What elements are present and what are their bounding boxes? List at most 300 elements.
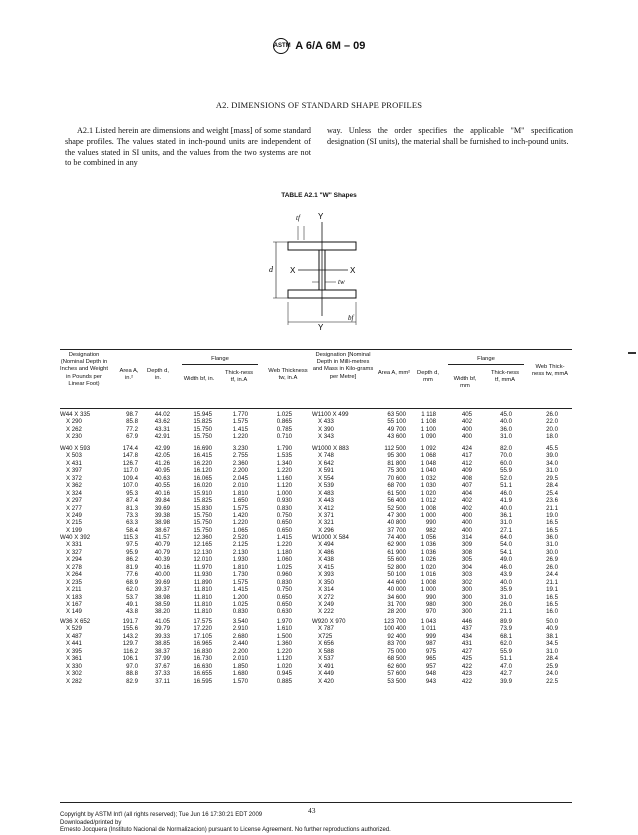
table-cell: 1.535 — [276, 452, 292, 460]
table-cell: 26.9 — [546, 556, 558, 564]
col-header-width-in: Width bf, in. — [183, 376, 215, 382]
table-cell: X 537 — [318, 655, 334, 663]
table-cell: 1.025 — [276, 411, 292, 418]
table-cell: 412 — [461, 459, 472, 467]
table-cell: W44 X 335 — [60, 411, 91, 418]
table-cell: 64.0 — [500, 534, 512, 541]
table-cell: W36 X 652 — [60, 618, 91, 625]
table-cell: X 249 — [318, 600, 334, 608]
table-cell: 109.4 — [122, 474, 138, 482]
table-cell: 112 500 — [384, 445, 406, 452]
table-cell: 40.55 — [154, 482, 170, 490]
table-cell: 409 — [461, 467, 472, 475]
table-caption: TABLE A2.1 "W" Shapes — [281, 192, 357, 199]
table-cell: 82.9 — [126, 677, 138, 685]
column-web-si — [536, 411, 558, 441]
table-cell: 16.5 — [546, 519, 558, 527]
table-cell: 15.825 — [193, 497, 212, 505]
table-cell: 45.0 — [500, 411, 512, 418]
table-cell: X 420 — [318, 677, 334, 685]
table-cell: 45.5 — [546, 445, 558, 452]
document-header — [0, 38, 638, 54]
table-cell: 49.1 — [126, 600, 138, 608]
table-cell: X 199 — [66, 526, 82, 534]
table-cell: 1 048 — [420, 459, 436, 467]
table-cell: 990 — [425, 519, 436, 527]
table-cell: 1 020 — [420, 563, 436, 571]
table-cell: 408 — [461, 474, 472, 482]
table-cell: 1.680 — [232, 670, 248, 678]
column-thickness-in — [222, 411, 248, 441]
table-cell: 40.00 — [154, 571, 170, 579]
table-cell: 39.79 — [154, 625, 170, 633]
table-cell: 1.610 — [276, 625, 292, 633]
table-cell: 36.0 — [546, 534, 558, 541]
tf-label: tf — [296, 214, 300, 222]
table-cell: 11.810 — [193, 586, 212, 594]
table-cell: 0.830 — [276, 504, 292, 512]
table-cell: 51.1 — [500, 482, 512, 490]
table-cell: X 290 — [66, 418, 82, 426]
table-cell: X725 — [318, 632, 333, 640]
column-thickness-si — [490, 618, 512, 685]
table-cell: 41.05 — [154, 618, 170, 625]
table-cell: 43 600 — [387, 433, 406, 441]
table-cell: X 554 — [318, 474, 334, 482]
table-cell: 1.200 — [232, 593, 248, 601]
table-cell: 0.750 — [276, 511, 292, 519]
table-cell: 1.575 — [232, 418, 248, 426]
table-cell: 304 — [461, 563, 472, 571]
table-cell: 95.9 — [126, 548, 138, 556]
table-cell: X 278 — [66, 563, 82, 571]
table-cell: 73.9 — [500, 625, 512, 633]
table-cell: X 390 — [318, 425, 334, 433]
table-cell: 11.930 — [193, 571, 212, 579]
table-cell: 1.650 — [232, 497, 248, 505]
col-header-designation-si: Designation [Nominal Depth in Milli-metres and Mass in Kilo-grams per Metre] — [312, 352, 374, 380]
table-cell: 16.415 — [193, 452, 212, 460]
table-cell: 0.960 — [276, 571, 292, 579]
table-cell: 16.065 — [193, 474, 212, 482]
table-cell: 2.910 — [232, 625, 248, 633]
table-cell: 39.33 — [154, 632, 170, 640]
column-designation-si — [312, 534, 374, 616]
table-cell: 97.5 — [126, 541, 138, 549]
table-cell: 38.67 — [154, 526, 170, 534]
table-cell: 55.9 — [500, 467, 512, 475]
w-shape-diagram — [268, 204, 378, 332]
table-cell: 106.1 — [122, 655, 138, 663]
table-cell: 1.500 — [276, 632, 292, 640]
table-cell: 17.105 — [193, 632, 212, 640]
table-cell: 1 020 — [420, 489, 436, 497]
table-cell: 400 — [461, 433, 472, 441]
table-cell: X 362 — [66, 482, 82, 490]
table-cell: X 371 — [318, 511, 334, 519]
table-cell: X 230 — [66, 433, 82, 441]
table-cell: 431 — [461, 640, 472, 648]
table-cell: X 149 — [66, 608, 82, 616]
y-top-label: Y — [318, 212, 324, 221]
table-cell: 67.9 — [126, 433, 138, 441]
column-web-in — [266, 618, 292, 685]
table-cell: 40.95 — [154, 467, 170, 475]
table-cell: 1 040 — [420, 467, 436, 475]
table-cell: 11.970 — [193, 563, 212, 571]
footer-downloaded: Downloaded/printed by — [60, 819, 122, 826]
col-header-thickness-si: Thick-ness tf, mmA — [490, 370, 520, 384]
table-cell: 1 008 — [420, 578, 436, 586]
column-width-in — [182, 445, 212, 534]
table-cell: X 503 — [66, 452, 82, 460]
table-cell: 55 100 — [387, 418, 406, 426]
table-cell: W1000 X 883 — [312, 445, 349, 452]
table-cell: X 215 — [66, 519, 82, 527]
table-cell: 41.26 — [154, 459, 170, 467]
table-cell: 46.0 — [500, 489, 512, 497]
table-cell: 1 068 — [420, 452, 436, 460]
table-cell: X 539 — [318, 482, 334, 490]
table-cell: 1.120 — [276, 655, 292, 663]
table-cell: 0.650 — [276, 519, 292, 527]
table-cell: 1 043 — [420, 618, 436, 625]
table-cell: 400 — [461, 425, 472, 433]
table-cell: 405 — [461, 411, 472, 418]
table-cell: 18.0 — [546, 433, 558, 441]
table-cell: 400 — [461, 519, 472, 527]
table-cell: 1.220 — [276, 541, 292, 549]
table-cell: 300 — [461, 586, 472, 594]
col-header-depth-in: Depth d, in. — [147, 368, 169, 382]
table-cell: 404 — [461, 489, 472, 497]
table-cell: W1100 X 499 — [312, 411, 349, 418]
table-cell: 2.680 — [232, 632, 248, 640]
table-cell: W40 X 593 — [60, 445, 91, 452]
column-area-si — [376, 534, 406, 616]
section-title: A2. DIMENSIONS OF STANDARD SHAPE PROFILES — [215, 100, 423, 110]
column-thickness-in — [222, 618, 248, 685]
table-cell: X 748 — [318, 452, 334, 460]
table-cell: X 331 — [66, 541, 82, 549]
table-cell: 12.360 — [193, 534, 212, 541]
table-cell: 83 700 — [387, 640, 406, 648]
table-cell: 400 — [461, 526, 472, 534]
table-cell: 147.8 — [122, 452, 138, 460]
table-cell: 1.930 — [232, 556, 248, 564]
table-cell: 21.1 — [546, 578, 558, 586]
table-cell: 39.37 — [154, 586, 170, 594]
column-thickness-in — [222, 445, 248, 534]
table-cell: 1.575 — [232, 504, 248, 512]
column-width-si — [452, 445, 472, 534]
table-cell: 982 — [425, 526, 436, 534]
table-cell: 309 — [461, 541, 472, 549]
table-cell: 1 100 — [420, 425, 436, 433]
table-cell: 15.750 — [193, 433, 212, 441]
table-cell: 117.0 — [123, 467, 138, 475]
table-cell: 43.31 — [154, 425, 170, 433]
table-cell: 82.0 — [500, 445, 512, 452]
footer-license: Ernesto Jocquera (Instituto Nacional de Normalizacion) pursuant to License Agreement. No further reproductions authorized. — [60, 827, 391, 833]
table-cell: 0.830 — [276, 578, 292, 586]
table-cell: 3.230 — [232, 445, 248, 452]
table-cell: 55.9 — [500, 647, 512, 655]
column-area-in — [112, 411, 138, 441]
table-cell: 89.9 — [500, 618, 512, 625]
table-cell: 25.4 — [546, 489, 558, 497]
table-cell: 1.570 — [232, 677, 248, 685]
table-cell: X 486 — [318, 548, 334, 556]
table-cell: 15.910 — [193, 489, 212, 497]
table-cell: 16.020 — [193, 482, 212, 490]
table-cell: 1.850 — [232, 662, 248, 670]
table-cell: 1 030 — [420, 482, 436, 490]
table-cell: 31.0 — [546, 647, 558, 655]
table-cell: X 443 — [318, 497, 334, 505]
column-area-in — [112, 618, 138, 685]
footer — [60, 812, 391, 835]
table-cell: X 787 — [318, 625, 334, 633]
table-cell: 52.0 — [500, 474, 512, 482]
table-cell: 16.965 — [193, 640, 212, 648]
table-cell: X 588 — [318, 647, 334, 655]
table-cell: 1 036 — [420, 541, 436, 549]
table-cell: 1.415 — [276, 534, 292, 541]
table-cell: 88.8 — [126, 670, 138, 678]
table-cell: X 264 — [66, 571, 82, 579]
table-cell: 40.39 — [154, 556, 170, 564]
table-cell: 15.750 — [193, 511, 212, 519]
table-cell: 39.69 — [154, 578, 170, 586]
table-cell: 999 — [425, 632, 436, 640]
table-cell: 16.220 — [193, 459, 212, 467]
table-cell: 422 — [461, 662, 472, 670]
table-cell: 38.98 — [154, 593, 170, 601]
page-number: 43 — [308, 806, 316, 815]
table-cell: 1.025 — [232, 600, 248, 608]
table-cell: 97.0 — [126, 662, 138, 670]
table-cell: 86.2 — [126, 556, 138, 564]
column-area-si — [376, 411, 406, 441]
col-header-web-si: Web Thick-ness tw, mmA — [531, 364, 569, 378]
table-cell: 943 — [425, 677, 436, 685]
table-cell: 16.5 — [546, 526, 558, 534]
table-cell: 2.010 — [232, 655, 248, 663]
column-web-in — [266, 445, 292, 534]
table-cell: 1.415 — [232, 586, 248, 594]
table-cell: 12.165 — [193, 541, 212, 549]
table-cell: 77.2 — [126, 425, 138, 433]
table-cell: 965 — [425, 655, 436, 663]
table-cell: 87.4 — [126, 497, 138, 505]
table-cell: 62.0 — [500, 640, 512, 648]
table-header-rule — [60, 408, 572, 409]
column-width-si — [452, 618, 472, 685]
edge-mark — [628, 352, 636, 354]
table-cell: 129.7 — [122, 640, 138, 648]
table-cell: 40.79 — [154, 548, 170, 556]
table-cell: 0.830 — [232, 608, 248, 616]
table-cell: 40.16 — [154, 489, 170, 497]
table-cell: 70.0 — [500, 452, 512, 460]
table-cell: 422 — [461, 677, 472, 685]
table-cell: 39.38 — [154, 511, 170, 519]
table-cell: 22.5 — [546, 677, 558, 685]
table-cell: 0.930 — [276, 497, 292, 505]
table-cell: 26.0 — [500, 600, 512, 608]
table-cell: 302 — [461, 578, 472, 586]
table-cell: 81.3 — [126, 504, 138, 512]
table-cell: X 321 — [318, 519, 334, 527]
table-cell: 23.6 — [546, 497, 558, 505]
table-cell: 53 500 — [387, 677, 406, 685]
table-cell: 975 — [425, 647, 436, 655]
table-cell: 100 400 — [383, 625, 406, 633]
table-cell: 1 012 — [420, 497, 436, 505]
column-thickness-in — [222, 534, 248, 616]
col-header-designation-in: Designation (Nominal Depth in Inches and Weight in Pounds per Linear Foot) — [60, 352, 108, 387]
table-cell: 41.9 — [500, 497, 512, 505]
col-header-thickness-in: Thick-ness tf, in.A — [224, 370, 254, 384]
table-cell: 115.3 — [123, 534, 138, 541]
table-cell: 40.63 — [154, 474, 170, 482]
table-cell: X 433 — [318, 418, 334, 426]
table-cell: 62 900 — [387, 541, 406, 549]
table-cell: 1.810 — [232, 563, 248, 571]
table-cell: 40.0 — [500, 418, 512, 426]
table-cell: W920 X 970 — [312, 618, 346, 625]
table-cell: 0.785 — [276, 425, 292, 433]
table-cell: 446 — [461, 618, 472, 625]
table-cell: 29.5 — [546, 474, 558, 482]
column-depth-in — [146, 411, 170, 441]
table-cell: 31.0 — [546, 467, 558, 475]
table-cell: 402 — [461, 497, 472, 505]
table-cell: 38.98 — [154, 519, 170, 527]
table-cell: 1 016 — [420, 571, 436, 579]
table-cell: 31.0 — [546, 541, 558, 549]
table-cell: 31.0 — [500, 433, 512, 441]
table-cell: 16.690 — [193, 445, 212, 452]
table-cell: 38.37 — [154, 647, 170, 655]
table-cell: X 343 — [318, 433, 334, 441]
table-cell: 21.1 — [500, 608, 512, 616]
column-designation-in — [60, 618, 110, 685]
table-cell: 1 032 — [420, 474, 436, 482]
table-cell: 81 800 — [387, 459, 406, 467]
table-cell: 74 400 — [387, 534, 406, 541]
x-left-label: X — [290, 266, 296, 275]
table-cell: 28.4 — [546, 655, 558, 663]
column-width-si — [452, 534, 472, 616]
column-area-in — [112, 445, 138, 534]
table-cell: 40.79 — [154, 541, 170, 549]
table-cell: 1 026 — [420, 556, 436, 564]
table-cell: X 235 — [66, 578, 82, 586]
paragraph-left: A2.1 Listed herein are dimensions and weight [mass] of some standard shape profiles. The values stated in inch-pound units are independent of the values stated in SI units, and the values from the two systems are not to be combined in any — [65, 126, 311, 168]
column-depth-in — [146, 445, 170, 534]
table-cell: 50 100 — [387, 571, 406, 579]
table-cell: 1 011 — [421, 625, 436, 633]
table-cell: 15.830 — [193, 504, 212, 512]
table-cell: 1 000 — [420, 586, 436, 594]
flange-rule-si — [448, 364, 524, 365]
column-depth-si — [414, 534, 436, 616]
table-cell: 47 300 — [387, 511, 406, 519]
table-cell: 61 500 — [387, 489, 406, 497]
table-cell: 2.125 — [232, 541, 248, 549]
table-cell: 34.0 — [546, 459, 558, 467]
col-header-flange-si: Flange — [477, 356, 495, 362]
table-cell: 300 — [461, 608, 472, 616]
table-cell: 1.340 — [276, 459, 292, 467]
table-cell: 1.160 — [276, 474, 292, 482]
table-cell: 1 118 — [421, 411, 436, 418]
table-cell: 92 400 — [387, 632, 406, 640]
table-cell: X 297 — [66, 497, 82, 505]
table-cell: 437 — [461, 625, 472, 633]
col-header-area-si: Area A, mm² — [377, 370, 411, 376]
table-cell: X 302 — [66, 670, 82, 678]
table-cell: 305 — [461, 556, 472, 564]
table-cell: 70 600 — [387, 474, 406, 482]
d-label: d — [269, 265, 273, 274]
table-cell: X 327 — [66, 548, 82, 556]
column-web-si — [536, 618, 558, 685]
table-cell: 15.750 — [193, 519, 212, 527]
table-cell: X 249 — [66, 511, 82, 519]
table-cell: X 483 — [318, 489, 334, 497]
table-cell: X 441 — [66, 640, 82, 648]
table-cell: 16.630 — [193, 662, 212, 670]
table-cell: 39.0 — [546, 452, 558, 460]
table-cell: 44 600 — [387, 578, 406, 586]
table-cell: X 330 — [66, 662, 82, 670]
table-cell: 402 — [461, 504, 472, 512]
table-cell: 1.810 — [232, 489, 248, 497]
table-cell: 36.1 — [500, 511, 512, 519]
table-cell: 2.440 — [232, 640, 248, 648]
column-designation-in — [60, 411, 110, 441]
table-cell: 37 700 — [387, 526, 406, 534]
table-cell: X 494 — [318, 541, 334, 549]
table-cell: 30.0 — [546, 548, 558, 556]
table-cell: 2.520 — [232, 534, 248, 541]
table-cell: X 491 — [318, 662, 334, 670]
table-cell: X 591 — [318, 467, 334, 475]
col-header-area-in: Area A, in.² — [119, 368, 139, 382]
column-area-si — [376, 445, 406, 534]
table-cell: 49 700 — [387, 425, 406, 433]
table-cell: 24.4 — [546, 571, 558, 579]
y-bottom-label: Y — [318, 323, 324, 332]
table-cell: 2.200 — [232, 647, 248, 655]
column-designation-si — [312, 411, 374, 441]
table-cell: 38.20 — [154, 608, 170, 616]
table-cell: 12.130 — [193, 548, 212, 556]
table-cell: 68 700 — [387, 482, 406, 490]
table-cell: 54.1 — [500, 548, 512, 556]
table-cell: 2.045 — [232, 474, 248, 482]
table-cell: 28.4 — [546, 482, 558, 490]
table-cell: X 296 — [318, 526, 334, 534]
table-cell: 0.650 — [276, 600, 292, 608]
table-cell: X 277 — [66, 504, 82, 512]
footer-copyright: Copyright by ASTM Int'l (all rights reserved); Tue Jun 16 17:30:21 EDT 2009 — [60, 812, 263, 818]
table-cell: 40 000 — [387, 586, 406, 594]
table-cell: 1.970 — [276, 618, 292, 625]
